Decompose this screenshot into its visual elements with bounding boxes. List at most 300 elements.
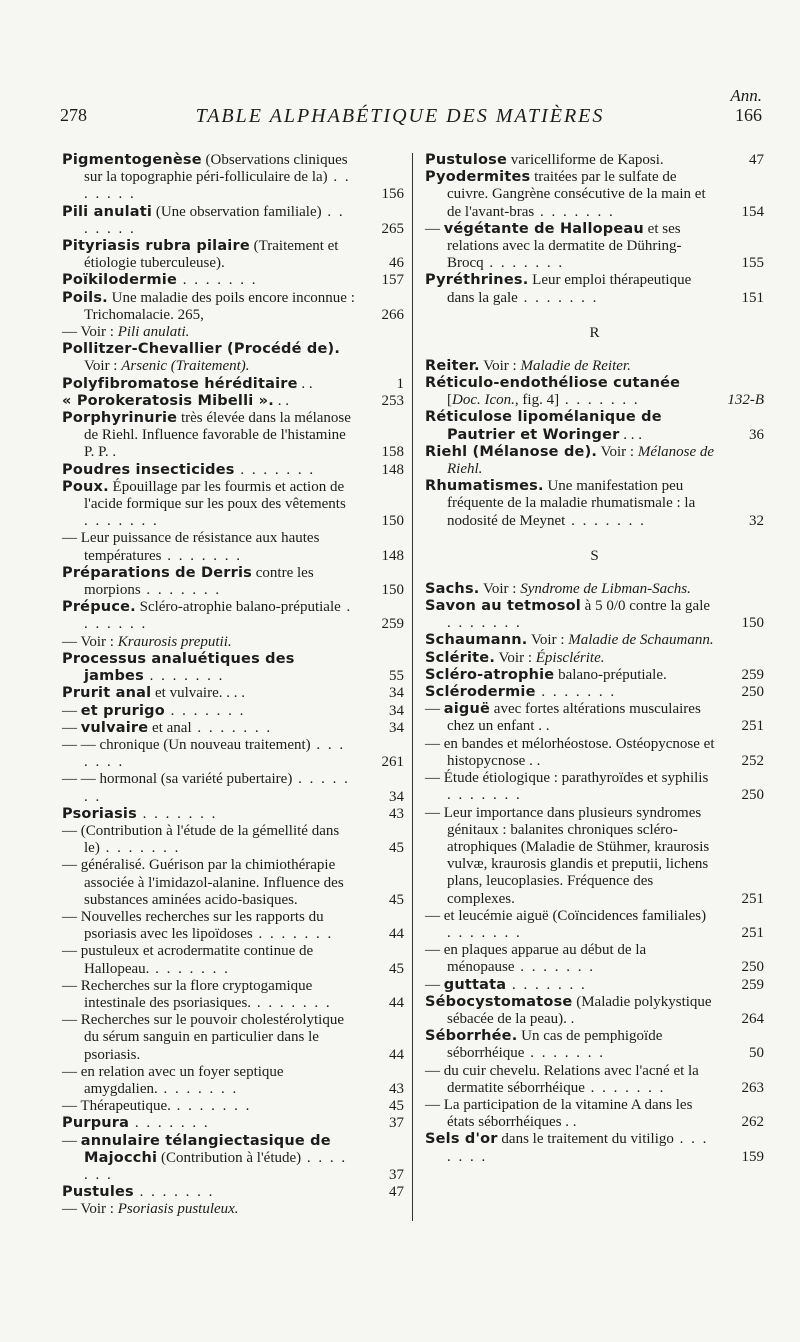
entry-text — [425, 736, 716, 770]
entry-description: balano-préputiale. — [554, 666, 667, 683]
entry-text — [62, 1201, 356, 1218]
index-entry — [62, 978, 404, 1012]
entry-description: — Recherches sur la flore cryptogamique intestinale des psoriasiques. — [62, 977, 313, 1011]
entry-text — [62, 462, 356, 479]
entry-text — [62, 565, 356, 599]
entry-description: traitées par le sulfate de cuivre. Gangrène consécutive de la main et de l'avant-bras — [447, 169, 706, 220]
page-reference: 32 — [749, 512, 764, 529]
dot-leader: . . . . . . . — [252, 926, 334, 943]
page-reference: 44 — [389, 994, 404, 1011]
entry-description: — en bandes et mélorhéostose. Ostéopycnose et histopycnose . . — [425, 735, 715, 769]
index-entry — [425, 478, 764, 530]
entry-text — [425, 358, 716, 375]
entry-text — [62, 599, 356, 633]
entry-headword: Rhumatismes. — [425, 478, 544, 495]
page-reference: 156 — [381, 186, 404, 203]
page-reference: 46 — [389, 255, 404, 272]
entry-headword: Sachs. — [425, 580, 480, 597]
entry-text — [425, 1028, 716, 1062]
entry-description: Une maladie des poils encore inconnue : Trichomalacie. 265, — [84, 289, 355, 323]
page-reference: 251 — [741, 890, 764, 907]
entry-reference: Épisclérite. — [535, 649, 605, 666]
index-entry — [425, 805, 764, 908]
entry-text — [62, 1098, 356, 1115]
index-entry — [425, 908, 764, 942]
entry-headword: Réticulose lipomélanique de Pautrier et Woringer — [425, 409, 662, 443]
entry-reference: Maladie de Schaumann. — [568, 632, 714, 649]
page-reference: 259 — [741, 666, 764, 683]
entry-text — [62, 771, 356, 805]
dot-leader: . . . . . . . — [447, 1131, 709, 1165]
entry-description: — — [425, 976, 444, 993]
index-entry — [425, 667, 764, 684]
index-entry — [62, 1201, 404, 1218]
page-reference: 159 — [741, 1148, 764, 1165]
entry-reference: Syndrome de Libman-Sachs. — [520, 580, 691, 597]
page-reference: 150 — [381, 513, 404, 530]
entry-headword: Polyfibromatose héréditaire — [62, 375, 298, 392]
entry-text — [62, 823, 356, 857]
index-entry — [62, 462, 404, 479]
entry-description: Voir : — [527, 632, 569, 649]
entry-headword: Séborrhée. — [425, 1028, 518, 1045]
entry-headword: et prurigo — [80, 702, 165, 719]
entry-description: — Étude étiologique : parathyroïdes et syphilis — [425, 770, 709, 787]
index-entry — [62, 685, 404, 702]
entry-description: . . — [273, 392, 289, 409]
entry-text — [62, 978, 356, 1012]
entry-description: — La participation de la vitamine A dans les états séborrhéiques . . — [425, 1096, 693, 1131]
page-reference: 150 — [381, 582, 404, 599]
entry-description: Voir : — [597, 443, 638, 460]
entry-text — [62, 703, 356, 720]
entry-headword: Poudres insecticides — [62, 461, 235, 478]
page-reference: 151 — [741, 289, 764, 306]
index-entry — [425, 169, 764, 221]
entry-description: — généralisé. Guérison par la chimiothérapie associée à l'imidazol-alanine. Influence des substances aminées acido-basiques. — [62, 857, 344, 908]
entry-headword: Réticulo-endothéliose cutanée — [425, 375, 681, 392]
entry-headword: Savon au tetmosol — [425, 598, 581, 615]
page-reference: 44 — [389, 1046, 404, 1063]
page-reference: 36 — [749, 426, 764, 443]
entry-text — [425, 221, 716, 273]
dot-leader: . . . . . . . — [84, 513, 159, 530]
index-entry — [62, 530, 404, 564]
entry-description: — — [425, 701, 444, 718]
entry-text — [425, 1097, 716, 1131]
entry-reference: Arsenic (Traitement). — [121, 358, 250, 375]
entry-headword: Schaumann. — [425, 632, 528, 649]
dot-leader: . . . . . . . — [514, 959, 595, 976]
page-reference: 252 — [741, 752, 764, 769]
entry-description: — Voir : — [62, 324, 118, 341]
entry-text — [62, 685, 356, 702]
page-reference: 34 — [389, 719, 404, 736]
page-reference: 157 — [381, 272, 404, 289]
entry-headword: Pigmentogenèse — [62, 152, 202, 168]
entry-headword: Pili anulati — [62, 203, 153, 220]
entry-headword: Riehl (Mélanose de). — [425, 443, 598, 460]
entry-headword: Sclérodermie — [425, 684, 536, 701]
index-entry — [425, 736, 764, 770]
dot-leader: . . . . . . . — [565, 512, 646, 529]
entry-headword: Pollitzer-Chevallier (Procédé de). — [62, 341, 341, 358]
index-entry — [62, 238, 404, 272]
dot-leader: . . . . . . . — [99, 840, 181, 857]
entry-description: — — [62, 1132, 81, 1149]
entry-reference: Kraurosis preputii. — [117, 633, 232, 650]
dot-leader: . . . . . . . — [84, 203, 345, 237]
header-running-title: TABLE ALPHABÉTIQUE DES MATIÈRES — [195, 105, 605, 127]
index-entry — [62, 857, 404, 909]
entry-headword: Porphyrinurie — [62, 410, 178, 427]
index-entry — [425, 650, 764, 667]
index-entry — [62, 204, 404, 238]
dot-leader: . . . . . . . — [161, 547, 242, 564]
index-entry — [62, 599, 404, 633]
index-entry — [62, 272, 404, 289]
dot-leader: . . . . . . . — [133, 1184, 215, 1201]
entry-text — [425, 169, 716, 221]
index-entry — [425, 581, 764, 598]
page-reference: 251 — [741, 718, 764, 735]
entry-text — [425, 409, 716, 443]
index-entry — [62, 1098, 404, 1115]
entry-text — [62, 204, 356, 238]
dot-leader: . . . . . . . — [143, 668, 225, 685]
page-reference: 55 — [389, 668, 404, 685]
entry-text — [62, 324, 356, 341]
entry-headword: Reiter. — [425, 357, 480, 374]
page-reference: 43 — [389, 1080, 404, 1097]
page-reference: 259 — [741, 976, 764, 993]
index-entry — [62, 479, 404, 531]
index-entry — [425, 1131, 764, 1165]
entry-text — [62, 376, 356, 393]
page-reference: 263 — [741, 1079, 764, 1096]
index-entry — [62, 290, 404, 324]
entry-text — [62, 720, 356, 737]
dot-leader: . . . . . . . — [149, 960, 230, 977]
entry-text — [62, 530, 356, 564]
dot-leader: . . . . . . . — [506, 976, 587, 993]
entry-text — [425, 1063, 716, 1097]
entry-text — [425, 667, 716, 684]
dot-leader: . . . . . . . — [251, 994, 332, 1011]
entry-text — [62, 1133, 356, 1185]
entry-headword: Processus analuétiques des jambes — [62, 650, 295, 685]
page-reference: 264 — [741, 1010, 764, 1027]
page-reference: 45 — [389, 891, 404, 908]
index-entry — [425, 701, 764, 735]
entry-text — [425, 994, 716, 1028]
entry-text — [62, 1012, 356, 1064]
index-entry — [425, 977, 764, 994]
entry-description: . . — [297, 375, 313, 392]
index-entry — [62, 1133, 404, 1185]
left-column — [62, 152, 404, 1219]
index-entry — [62, 1064, 404, 1098]
page-reference: 44 — [389, 926, 404, 943]
entry-text — [425, 684, 716, 701]
index-entry — [62, 1012, 404, 1064]
entry-headword: Poux. — [62, 478, 109, 495]
entry-headword: Poïkilodermie — [62, 272, 177, 289]
entry-text — [62, 152, 356, 204]
entry-headword: Prurit anal — [62, 685, 152, 702]
entry-description: Voir : — [84, 358, 122, 375]
entry-description: avec fortes altérations musculaires chez un enfant . . — [447, 701, 701, 735]
entry-text — [425, 805, 716, 908]
entry-description: à 5 0/0 contre la gale — [580, 598, 711, 615]
entry-reference: Pili anulati. — [117, 324, 190, 341]
index-entry — [62, 634, 404, 651]
entry-description: (Une observation familiale) — [152, 203, 322, 220]
dot-leader: . . . . . . . — [584, 1079, 666, 1096]
entry-text — [62, 238, 356, 272]
entry-description: (Contribution à l'étude) — [157, 1149, 302, 1166]
page-reference: 253 — [381, 392, 404, 409]
index-entry — [62, 806, 404, 823]
entry-description: varicelliforme de Kaposi. — [507, 152, 664, 168]
index-entry — [62, 1115, 404, 1132]
entry-headword: Prépuce. — [62, 599, 136, 616]
index-entry — [425, 221, 764, 273]
index-entry — [425, 942, 764, 976]
index-entry — [425, 409, 764, 443]
page-reference: 34 — [389, 788, 404, 805]
entry-text — [62, 1064, 356, 1098]
entry-description: (Maladie polykystique sébacée de la peau). . — [447, 993, 712, 1027]
section-letter: R — [589, 324, 600, 341]
entry-description: — — [425, 220, 444, 237]
page-reference: 158 — [381, 444, 404, 461]
page-reference: 132-B — [727, 392, 764, 409]
entry-description: — Voir : — [62, 633, 118, 650]
entry-text — [425, 701, 716, 735]
entry-text — [62, 479, 356, 531]
dot-leader: . . . . . . . — [535, 684, 617, 701]
page-reference: 259 — [381, 616, 404, 633]
index-entry — [425, 1063, 764, 1097]
entry-description: — du cuir chevelu. Relations avec l'acné et la dermatite séborrhéique — [425, 1062, 699, 1096]
entry-text — [425, 598, 716, 632]
entry-headword: Pustulose — [425, 152, 508, 168]
entry-text — [425, 942, 716, 976]
entry-text — [425, 478, 716, 530]
entry-headword: Pustules — [62, 1184, 134, 1201]
entry-headword: Pyréthrines. — [425, 272, 529, 289]
dot-leader: . . . . . . . — [129, 1115, 210, 1132]
entry-reference: Maladie de Reiter. — [520, 357, 631, 374]
dot-leader: . . . . . . . — [84, 599, 353, 633]
entry-description: — — chronique (Un nouveau traitement) — [62, 736, 311, 753]
entry-description: Voir : — [479, 580, 521, 597]
entry-description: — pustuleux et acrodermatite continue de Hallopeau. — [62, 943, 314, 977]
dot-leader: . . . . . . . — [483, 255, 565, 272]
index-entry — [62, 393, 404, 410]
index-entry — [62, 410, 404, 462]
entry-description: — — [62, 719, 81, 736]
entry-text — [62, 290, 356, 324]
entry-description: Une manifestation peu fréquente de la maladie rhumatismale : la nodosité de Meynet — [447, 478, 696, 529]
entry-text — [425, 1131, 716, 1165]
entry-description: et vulvaire. . . . — [151, 685, 245, 702]
index-entry — [425, 632, 764, 649]
entry-description: et ses relations avec la dermatite de Dühring-Brocq — [447, 220, 682, 272]
dot-leader: . . . . . . . — [84, 1149, 348, 1183]
dot-leader: . . . . . . . — [136, 805, 218, 822]
dot-leader: . . . . . . . — [524, 1045, 605, 1062]
entry-text — [425, 650, 716, 667]
entry-description: Voir : — [495, 649, 536, 666]
page-reference: 45 — [389, 840, 404, 857]
index-entry — [425, 375, 764, 409]
entry-description: — — [62, 702, 81, 719]
entry-headword: Pyodermites — [425, 169, 531, 186]
entry-text — [62, 341, 356, 375]
index-entry — [62, 720, 404, 737]
index-entry — [62, 1184, 404, 1201]
dot-leader: . . . . . . . — [176, 272, 258, 289]
entry-headword: aiguë — [443, 701, 491, 718]
section-letter: S — [590, 547, 599, 564]
entry-description: — en plaques apparue au début de la ménopause — [425, 942, 647, 976]
entry-text — [62, 806, 356, 823]
dot-leader: . . . . . . . — [534, 203, 615, 220]
entry-text — [425, 908, 716, 942]
index-entry — [425, 152, 764, 169]
page-reference: 250 — [741, 684, 764, 701]
index-entry — [62, 651, 404, 685]
dot-leader: . . . . . . . — [447, 787, 522, 804]
dot-leader: . . . . . . . — [84, 771, 350, 805]
header-volume-page: 166 — [735, 105, 762, 125]
page-reference: 37 — [389, 1115, 404, 1132]
index-entry — [425, 1097, 764, 1131]
entry-text — [425, 152, 716, 169]
page-reference: 262 — [741, 1114, 764, 1131]
index-entry — [62, 771, 404, 805]
index-entry — [425, 358, 764, 375]
dot-leader: . . . . . . . — [517, 289, 599, 306]
entry-headword: Sels d'or — [425, 1131, 498, 1148]
index-entry — [62, 341, 404, 375]
entry-description: Épouillage par les fourmis et action de l'acide formique sur les poux des vêtements — [84, 478, 346, 513]
entry-text — [62, 857, 356, 909]
entry-description: — Leur puissance de résistance aux hautes températures — [62, 530, 320, 564]
index-entry — [425, 770, 764, 804]
entry-description: — Leur importance dans plusieurs syndromes génitaux : balanites chroniques scléro-atrophiques (Maladie de Stühmer, kraurosis vulvæ, kraurosis glandis et preputii, lichens plans, leucoplasies. Fréquence des complexes. — [425, 804, 710, 907]
entry-description: (Traitement et étiologie tuberculeuse). — [84, 238, 339, 272]
index-entry — [62, 703, 404, 720]
entry-headword: Poils. — [62, 289, 108, 306]
entry-headword: Scléro-atrophie — [425, 666, 555, 683]
entry-description: — en relation avec un foyer septique amygdalien. — [62, 1063, 284, 1097]
page-reference: 45 — [389, 960, 404, 977]
entry-description: Voir : — [479, 357, 521, 374]
entry-text — [62, 909, 356, 943]
entry-reference: Doc. Icon. — [452, 392, 515, 409]
entry-text — [425, 581, 716, 598]
entry-text — [425, 632, 716, 649]
header-page-number: 278 — [60, 105, 87, 125]
page-reference: 37 — [389, 1166, 404, 1183]
entry-description: Un cas de pemphigoïde séborrhéique — [447, 1028, 663, 1062]
page-reference: 148 — [381, 547, 404, 564]
entry-text — [425, 375, 716, 409]
dot-leader: . . . . . . . — [84, 736, 346, 771]
entry-headword: Purpura — [62, 1115, 130, 1132]
dot-leader: . . . . . . . — [164, 702, 246, 719]
column-divider — [412, 153, 413, 1221]
entry-description: et anal — [148, 719, 192, 736]
entry-description: — Nouvelles recherches sur les rapports du psoriasis avec les lipoïdoses — [62, 908, 324, 943]
dot-leader: . . . . . . . — [447, 615, 522, 632]
dot-leader: . . . . . . . — [559, 392, 640, 409]
index-entry — [425, 598, 764, 632]
right-column — [425, 152, 764, 1166]
page-reference: 50 — [749, 1045, 764, 1062]
entry-text — [425, 272, 716, 306]
entry-text — [425, 977, 716, 994]
page-reference: 150 — [741, 615, 764, 632]
page-reference: 265 — [381, 220, 404, 237]
page-reference: 34 — [389, 702, 404, 719]
entry-text — [425, 444, 716, 478]
index-entry — [62, 565, 404, 599]
page-reference: 251 — [741, 924, 764, 941]
entry-headword: végétante de Hallopeau — [443, 220, 644, 237]
dot-leader: . . . . . . . — [170, 1098, 252, 1115]
index-entry — [62, 943, 404, 977]
entry-description: — et leucémie aiguë (Coïncidences familiales) — [425, 907, 707, 924]
dot-leader: . . . . . . . — [191, 719, 273, 736]
entry-headword: Sclérite. — [425, 649, 496, 666]
entry-text — [62, 943, 356, 977]
entry-description: — Voir : — [62, 1201, 118, 1218]
entry-description: — (Contribution à l'étude de la gémellité dans le) — [62, 822, 340, 857]
page-reference: 43 — [389, 805, 404, 822]
page-reference: 250 — [741, 787, 764, 804]
entry-headword: Pityriasis rubra pilaire — [62, 238, 250, 255]
page-reference: 148 — [381, 461, 404, 478]
dot-leader: . . . . . . . — [234, 461, 316, 478]
page-reference: 45 — [389, 1098, 404, 1115]
index-entry — [425, 1028, 764, 1062]
entry-description: — — hormonal (sa variété pubertaire) — [62, 771, 293, 788]
entry-text — [62, 737, 356, 771]
page-reference: 47 — [389, 1184, 404, 1201]
entry-text — [62, 1115, 356, 1132]
entry-text — [62, 410, 356, 462]
entry-description: dans le traitement du vitiligo — [497, 1131, 674, 1148]
entry-description: . . . — [619, 426, 642, 443]
page-reference: 1 — [396, 375, 404, 392]
entry-description: très élevée dans la mélanose de Riehl. Influence favorable de l'histamine P. P. . — [84, 410, 351, 461]
entry-description: , fig. 4] — [514, 392, 560, 409]
entry-headword: guttata — [443, 976, 507, 993]
entry-text — [62, 651, 356, 685]
entry-description: Scléro-atrophie balano-préputiale — [135, 599, 341, 616]
dot-leader: . . . . . . . — [84, 169, 351, 203]
entry-description: — Thérapeutique. — [62, 1098, 171, 1115]
dot-leader: . . . . . . . — [140, 582, 222, 599]
entry-description: [ — [447, 392, 452, 409]
page-reference: 47 — [749, 152, 764, 168]
entry-description: — Recherches sur le pouvoir cholestérolytique du sérum sanguin en particulier dans le psoriasis. — [62, 1012, 344, 1063]
page-reference: 266 — [381, 306, 404, 323]
